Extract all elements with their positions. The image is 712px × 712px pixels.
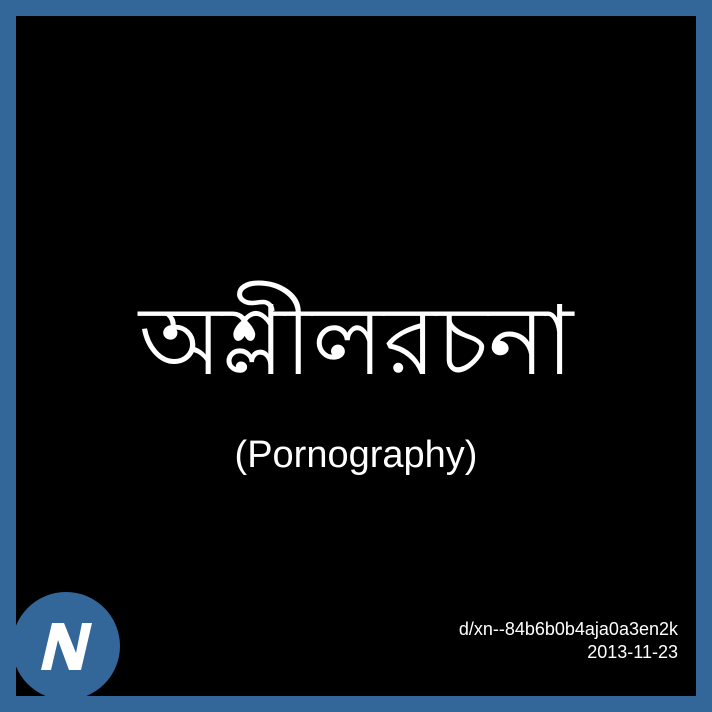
card-panel — [16, 16, 696, 696]
bengali-word: অশ্লীলরচনা — [138, 285, 574, 397]
date-label: 2013-11-23 — [587, 642, 678, 662]
domain-label: d/xn--84b6b0b4aja0a3en2k — [458, 619, 678, 639]
english-translation: (Pornography) — [234, 434, 478, 476]
meta-block — [459, 618, 678, 664]
